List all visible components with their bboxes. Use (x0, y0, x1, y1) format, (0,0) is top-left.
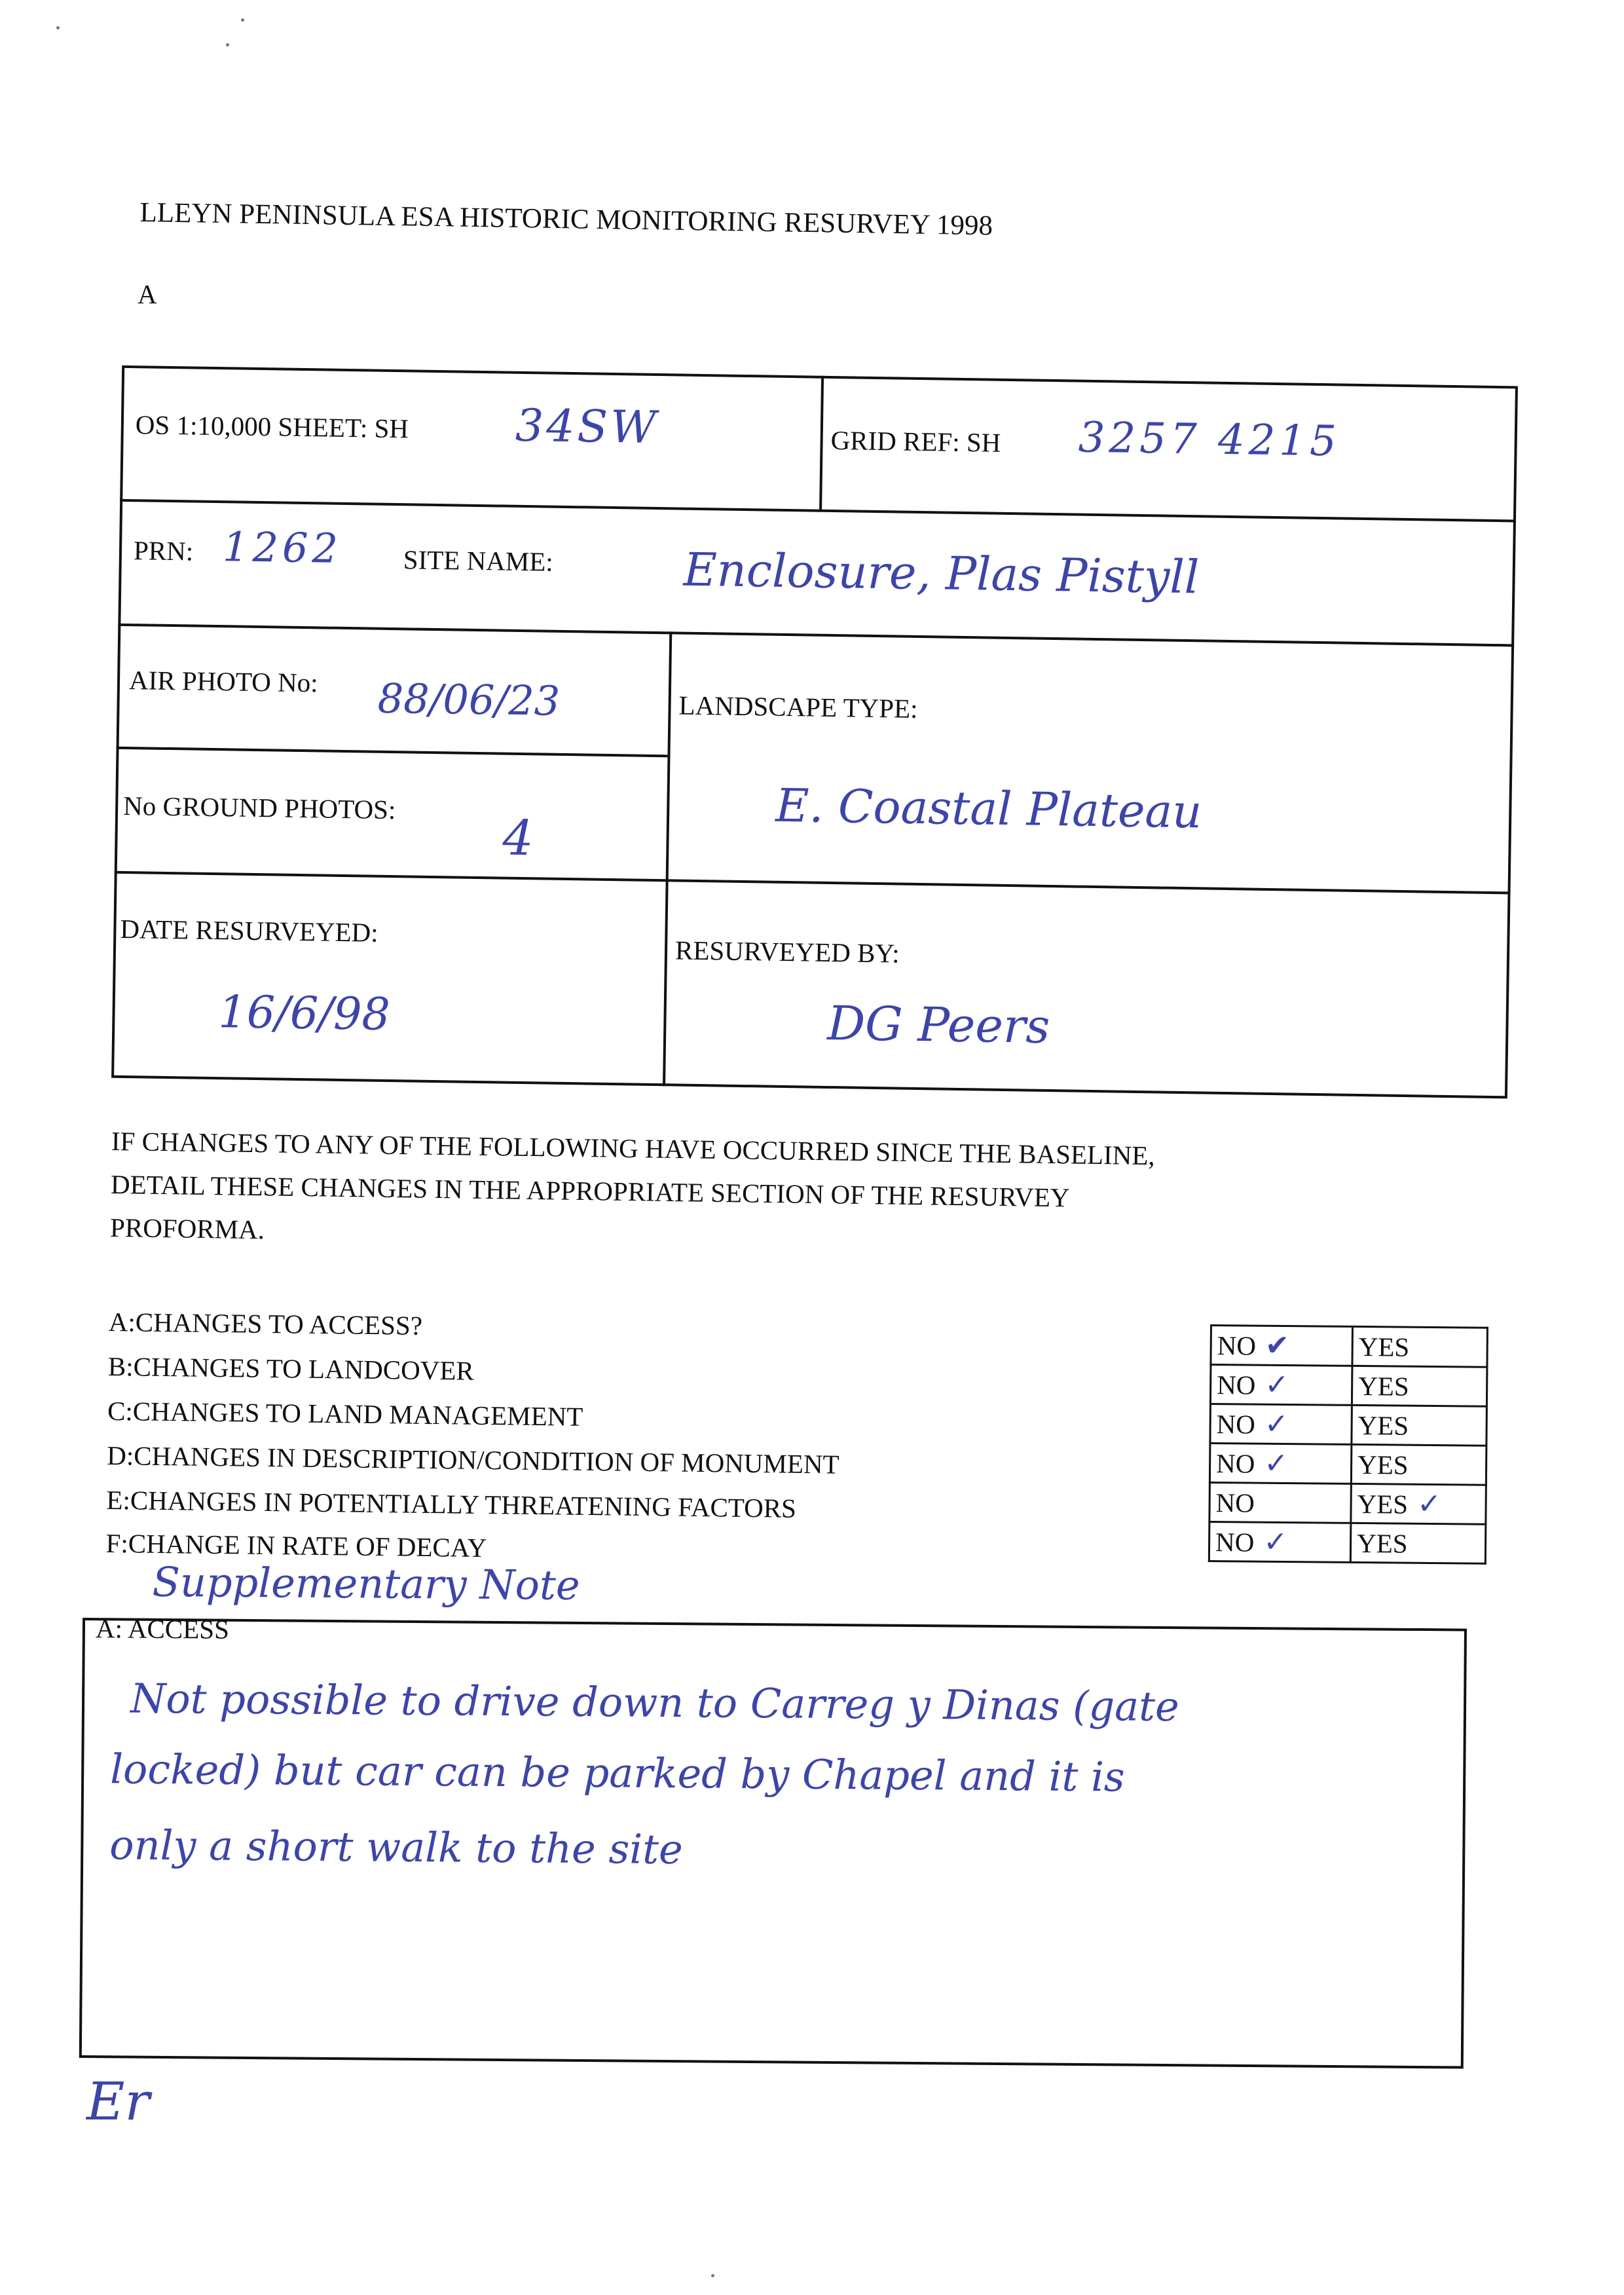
answer-no-cell[interactable]: NO ✓ (1209, 1444, 1352, 1484)
answer-yes-cell[interactable]: YES (1352, 1366, 1487, 1406)
air-photo-value: 88/06/23 (377, 674, 561, 725)
section-letter: A (138, 279, 157, 309)
answer-yes-cell[interactable]: YES (1351, 1444, 1486, 1485)
prn-label: PRN: (133, 535, 194, 567)
answer-no-cell[interactable]: NO ✔ (1211, 1326, 1353, 1366)
change-label-land-management: C:CHANGES TO LAND MANAGEMENT (107, 1395, 583, 1432)
check-mark-icon: ✓ (1264, 1407, 1289, 1442)
os-sheet-label: OS 1:10,000 SHEET: SH (135, 409, 409, 444)
resurveyed-by-label: RESURVEYED BY: (674, 935, 900, 969)
date-resurveyed-value: 16/6/98 (217, 986, 391, 1041)
change-label-landcover: B:CHANGES TO LANDCOVER (107, 1351, 475, 1386)
resurveyed-by-value: DG Peers (826, 995, 1050, 1054)
grid-ref-value: 3257 4215 (1078, 413, 1341, 466)
answer-yes-cell[interactable]: YES ✓ (1351, 1483, 1486, 1524)
change-label-description: D:CHANGES IN DESCRIPTION/CONDITION OF MONUMENT (107, 1440, 840, 1480)
check-mark-icon: ✓ (1264, 1446, 1289, 1481)
answer-yes-cell[interactable]: YES (1352, 1326, 1488, 1367)
check-mark-icon: ✓ (1264, 1368, 1289, 1402)
change-label-decay: F:CHANGE IN RATE OF DECAY (105, 1527, 487, 1563)
footer-initials: Er (86, 2071, 150, 2132)
check-mark-icon: ✓ (1263, 1525, 1288, 1559)
change-label-access: A:CHANGES TO ACCESS? (108, 1307, 423, 1341)
answer-no-cell[interactable]: NO (1209, 1483, 1352, 1523)
date-resurveyed-label: DATE RESURVEYED: (120, 913, 378, 948)
instructions-line: PROFORMA. (109, 1212, 265, 1245)
grid-ref-label: GRID REF: SH (830, 424, 1001, 458)
answer-no-cell[interactable]: NO ✓ (1210, 1365, 1352, 1406)
access-note-line: Not possible to drive down to Carreg y Dinas (gate (130, 1674, 1180, 1731)
check-mark-icon: ✔ (1264, 1328, 1290, 1363)
access-note-line: locked) but car can be parked by Chapel and it is (109, 1745, 1125, 1801)
ground-photos-label: No GROUND PHOTOS: (122, 790, 396, 825)
site-name-value: Enclosure, Plas Pistyll (683, 542, 1200, 605)
answer-no-cell[interactable]: NO ✓ (1209, 1522, 1351, 1563)
form-title: LLEYN PENINSULA ESA HISTORIC MONITORING RESURVEY 1998 (139, 196, 993, 242)
answer-yes-cell[interactable]: YES (1352, 1405, 1487, 1446)
instructions-line: DETAIL THESE CHANGES IN THE APPROPRIATE SECTION OF THE RESURVEY (110, 1168, 1070, 1213)
site-name-label: SITE NAME: (403, 544, 554, 577)
landscape-type-value: E. Coastal Plateau (775, 778, 1202, 839)
landscape-type-label: LANDSCAPE TYPE: (678, 690, 918, 724)
instructions-line: IF CHANGES TO ANY OF THE FOLLOWING HAVE OCCURRED SINCE THE BASELINE, (111, 1126, 1155, 1171)
answer-no-cell[interactable]: NO ✓ (1210, 1404, 1352, 1445)
scan-speck (711, 2274, 714, 2277)
change-label-threats: E:CHANGES IN POTENTIALLY THREATENING FACTORS (106, 1484, 797, 1523)
ground-photos-value: 4 (502, 810, 534, 867)
os-sheet-value: 34SW (515, 400, 659, 455)
air-photo-label: AIR PHOTO No: (128, 665, 318, 698)
check-mark-icon: ✓ (1416, 1487, 1442, 1521)
prn-value: 1262 (222, 523, 342, 572)
access-section-label: A: ACCESS (95, 1613, 230, 1645)
answer-yes-cell[interactable]: YES (1350, 1523, 1486, 1563)
supplementary-note-heading: Supplementary Note (152, 1558, 580, 1609)
access-note-line: only a short walk to the site (109, 1821, 684, 1874)
